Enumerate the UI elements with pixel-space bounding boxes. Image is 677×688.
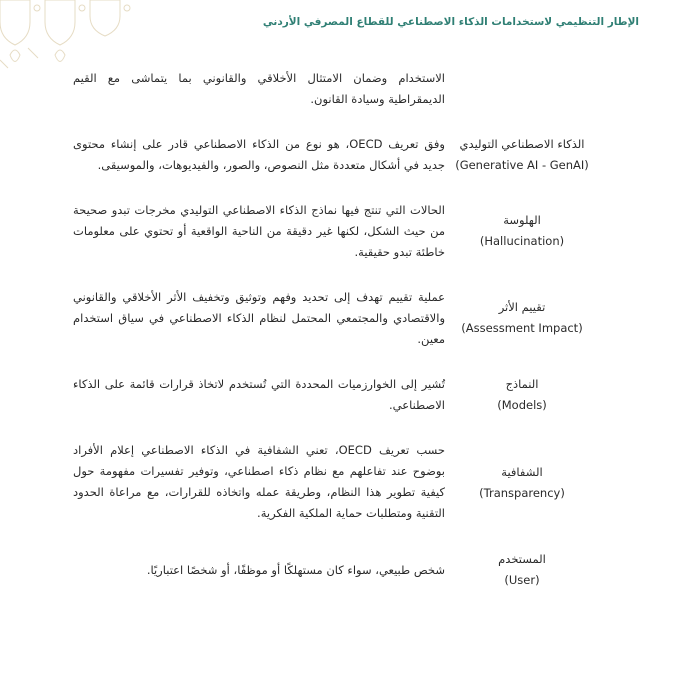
- term-transparency: [447, 462, 597, 504]
- term-impact-assessment: [447, 297, 597, 339]
- term-arabic: المستخدم: [498, 552, 546, 566]
- definition-transparency: حسب تعريف OECD، تعني الشفافية في الذكاء الاصطناعي إعلام الأفراد بوضوح عند تفاعلهم مع نظام ذكاء اصطناعي، وتوفير تفسيرات مفهومة حول كيفية تطوير هذا النظام، وطريقة عمله واتخاذه للقرارات، مع مراعاة الحدود التقنية ومتطلبات حماية الملكية الفكرية.: [73, 443, 445, 520]
- definition-hallucination: الحالات التي تنتج فيها نماذج الذكاء الاصطناعي التوليدي مخرجات تبدو صحيحة من حيث الشكل، لكنها غير دقيقة من الناحية الواقعية أو تحتوي على معلومات خاطئة تبدو حقيقية.: [73, 203, 445, 259]
- term-english: (Generative AI - GenAI): [455, 158, 589, 172]
- term-arabic: الذكاء الاصطناعي التوليدي: [459, 137, 585, 151]
- definition-impact-assessment: عملية تقييم تهدف إلى تحديد وفهم وتوثيق وتخفيف الأثر الأخلاقي والقانوني والاقتصادي والمجتمعي المحتمل لنظام الذكاء الاصطناعي في سياق استخدام معين.: [73, 290, 445, 346]
- term-english: (Hallucination): [479, 234, 565, 248]
- term-arabic: الهلوسة: [503, 213, 541, 227]
- term-arabic: الشفافية: [501, 465, 543, 479]
- definition-models: تُشير إلى الخوارزميات المحددة التي تُستخدم لاتخاذ قرارات قائمة على الذكاء الاصطناعي.: [73, 377, 445, 412]
- term-english: (Transparency): [479, 486, 565, 500]
- page-header-title: الإطار التنظيمي لاستخدامات الذكاء الاصطناعي للقطاع المصرفي الأردني: [262, 16, 639, 28]
- term-english: (Models): [497, 398, 547, 412]
- term-generative-ai: [447, 134, 597, 176]
- islamic-pattern-decoration: [0, 0, 150, 75]
- definition-user: شخص طبيعي، سواء كان مستهلكًا أو موظفًا، أو شخصًا اعتباريًا.: [146, 563, 445, 577]
- term-english: (User): [504, 573, 540, 587]
- term-user: [447, 549, 597, 591]
- definition-generative-ai: وفق تعريف OECD، هو نوع من الذكاء الاصطناعي قادر على إنشاء محتوى جديد في أشكال متعددة مثل النصوص، والصور، والفيديوهات، والموسيقى.: [73, 137, 445, 172]
- term-arabic: تقييم الأثر: [498, 300, 546, 314]
- term-hallucination: [447, 210, 597, 252]
- term-arabic: النماذج: [505, 377, 539, 391]
- definition-continuation-text: الاستخدام وضمان الامتثال الأخلاقي والقانوني بما يتماشى مع القيم الديمقراطية وسيادة القانون.: [73, 71, 445, 106]
- term-english: (Assessment Impact): [461, 321, 583, 335]
- term-models: [447, 374, 597, 416]
